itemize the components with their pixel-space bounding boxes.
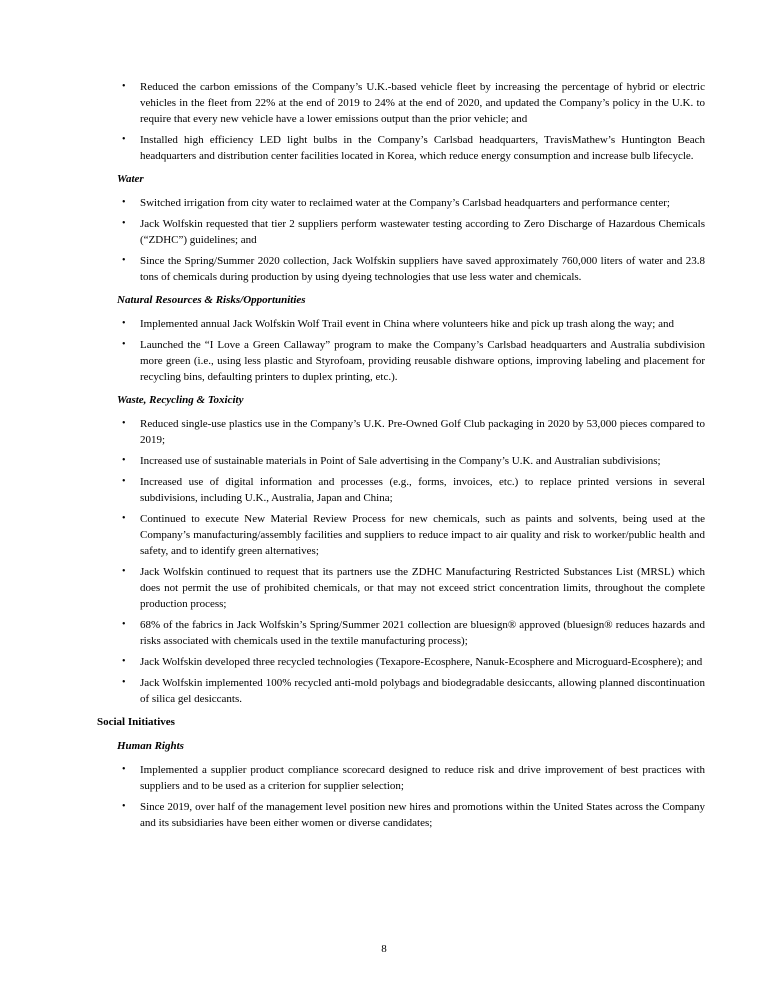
- list-item: [122, 253, 705, 285]
- section-heading-natural-resources: Natural Resources & Risks/Opportunities: [117, 294, 306, 306]
- bullet-icon: •: [122, 255, 126, 266]
- bullet-icon: •: [122, 418, 126, 429]
- list-item: [122, 453, 705, 469]
- bullet-icon: •: [122, 318, 126, 329]
- bullet-text: Increased use of digital information and processes (e.g., forms, invoices, etc.) to replace printed versions in several subdivisions, including U.K., Australia, Japan and China;: [140, 476, 705, 504]
- list-item: [122, 564, 705, 612]
- section-heading-waste-recycling-toxicity: Waste, Recycling & Toxicity: [117, 394, 244, 406]
- list-item: [122, 511, 705, 559]
- bullet-icon: •: [122, 455, 126, 466]
- list-item: [122, 79, 705, 127]
- bullet-text: Reduced single-use plastics use in the Company’s U.K. Pre-Owned Golf Club packaging in 2020 by 53,000 pieces compared to 2019;: [140, 418, 705, 446]
- bullet-icon: •: [122, 764, 126, 775]
- section-heading-human-rights: Human Rights: [117, 740, 184, 752]
- bullet-icon: •: [122, 218, 126, 229]
- section-heading-social-initiatives: Social Initiatives: [97, 716, 175, 728]
- list-item: [122, 675, 705, 707]
- list-item: [122, 216, 705, 248]
- list-item: [122, 132, 705, 164]
- bullet-icon: •: [122, 81, 126, 92]
- section-waste-recycling-toxicity: [97, 392, 705, 707]
- list-item: [122, 195, 705, 211]
- list-item: [122, 617, 705, 649]
- bullet-text: Increased use of sustainable materials in Point of Sale advertising in the Company’s U.K. and Australian subdivisions;: [140, 455, 661, 467]
- bullet-text: Launched the “I Love a Green Callaway” program to make the Company’s Carlsbad headquarters and Australia subdivision more green (i.e., using less plastic and Styrofoam, providing reusable dishware options, improving labeling and placement for recycling bins, defaulting printers to duplex printing, etc.).: [140, 339, 705, 383]
- bullet-text: 68% of the fabrics in Jack Wolfskin’s Spring/Summer 2021 collection are bluesign® approved (bluesign® reduces hazards and risks associated with chemicals used in the textile manufacturing process);: [140, 619, 705, 647]
- bullet-icon: •: [122, 801, 126, 812]
- list-item: [122, 474, 705, 506]
- list-item: [122, 762, 705, 794]
- bullet-icon: •: [122, 566, 126, 577]
- bullet-icon: •: [122, 656, 126, 667]
- list-item: [122, 654, 705, 670]
- bullet-icon: •: [122, 134, 126, 145]
- bullet-text: Jack Wolfskin implemented 100% recycled anti-mold polybags and biodegradable desiccants, allowing planned discontinuation of silica gel desiccants.: [140, 677, 705, 705]
- section-natural-resources: [97, 292, 705, 385]
- list-item: [122, 337, 705, 385]
- bullet-text: Implemented a supplier product compliance scorecard designed to reduce risk and drive improvement of best practices with suppliers and to be used as a criterion for supplier selection;: [140, 764, 705, 792]
- bullet-text: Jack Wolfskin developed three recycled technologies (Texapore-Ecosphere, Nanuk-Ecosphere and Microguard-Ecosphere); and: [140, 656, 703, 668]
- section-water: [97, 171, 705, 285]
- bullet-icon: •: [122, 476, 126, 487]
- list-item: [122, 316, 705, 332]
- bullet-text: Reduced the carbon emissions of the Company’s U.K.-based vehicle fleet by increasing the percentage of hybrid or electric vehicles in the fleet from 22% at the end of 2019 to 24% at the end of 2020, and updated the Company’s policy in the U.K. to require that every new vehicle have a lower emissions output than the prior vehicle; and: [140, 81, 705, 125]
- bullet-icon: •: [122, 339, 126, 350]
- bullet-text: Jack Wolfskin requested that tier 2 suppliers perform wastewater testing according to Zero Discharge of Hazardous Chemicals (“ZDHC”) guidelines; and: [140, 218, 705, 246]
- bullet-text: Switched irrigation from city water to reclaimed water at the Company’s Carlsbad headquarters and performance center;: [140, 197, 670, 209]
- bullet-text: Since the Spring/Summer 2020 collection, Jack Wolfskin suppliers have saved approximately 760,000 liters of water and 23.8 tons of chemicals during production by using dyeing technologies that use less water and chemicals.: [140, 255, 705, 283]
- bullet-text: Jack Wolfskin continued to request that its partners use the ZDHC Manufacturing Restricted Substances List (MRSL) which does not permit the use of prohibited chemicals, or that may not exceed strict concentration limits, throughout the complete production process;: [140, 566, 705, 610]
- bullet-icon: •: [122, 677, 126, 688]
- bullet-text: Continued to execute New Material Review Process for new chemicals, such as paints and solvents, being used at the Company’s manufacturing/assembly facilities and suppliers to reduce impact to air quality and risk to worker/public health and safety, and to identify green alternatives;: [140, 513, 705, 557]
- bullet-icon: •: [122, 513, 126, 524]
- list-item: [122, 416, 705, 448]
- bullet-text: Implemented annual Jack Wolfskin Wolf Trail event in China where volunteers hike and pick up trash along the way; and: [140, 318, 674, 330]
- page-number: 8: [381, 943, 387, 955]
- bullet-icon: •: [122, 619, 126, 630]
- section-heading-water: Water: [117, 173, 144, 185]
- bullet-icon: •: [122, 197, 126, 208]
- list-item: [122, 799, 705, 831]
- bullet-text: Since 2019, over half of the management level position new hires and promotions within the United States across the Company and its subsidiaries have been either women or diverse candidates;: [140, 801, 705, 829]
- bullet-text: Installed high efficiency LED light bulbs in the Company’s Carlsbad headquarters, TravisMathew’s Huntington Beach headquarters and distribution center facilities located in Korea, which reduce energy consumption and increase bulb lifecycle.: [140, 134, 705, 162]
- document-content: [97, 79, 705, 836]
- section-human-rights: [97, 738, 705, 831]
